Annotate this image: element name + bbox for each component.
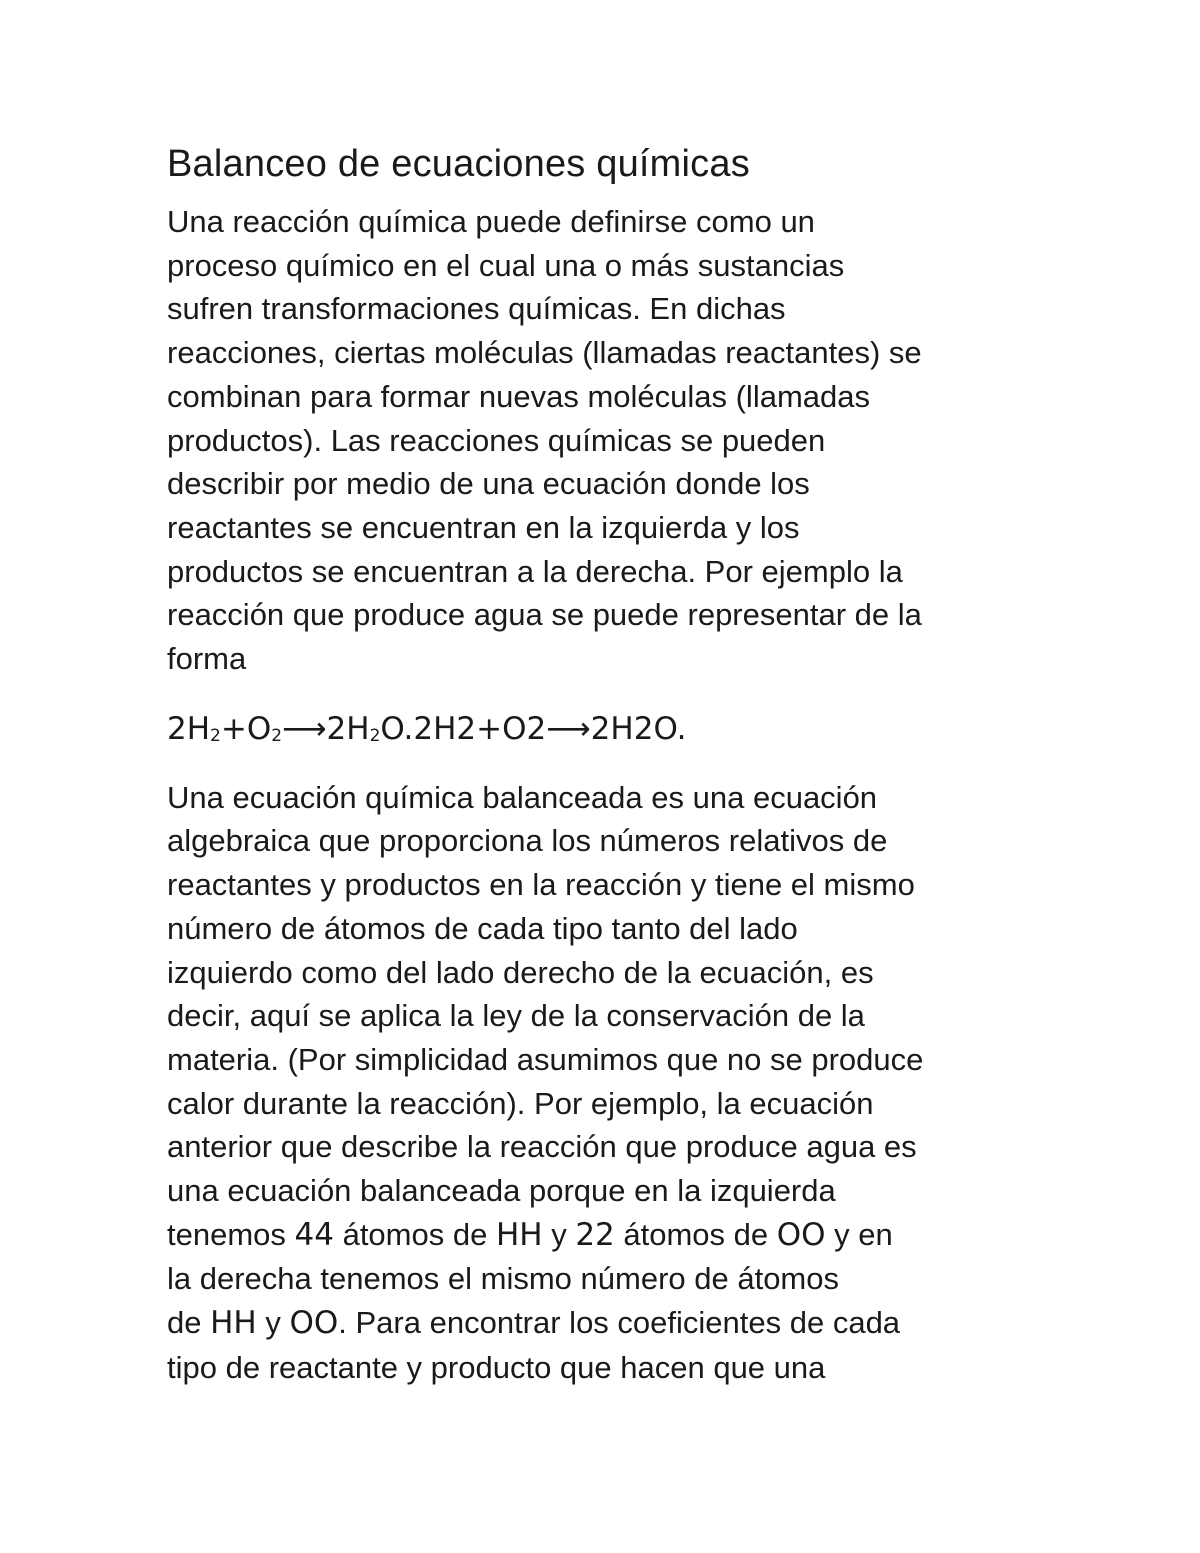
equation-part: O.2H2+O2⟶2H2O.	[380, 710, 687, 747]
text-line: reactantes se encuentran en la izquierda y los	[167, 509, 800, 545]
text-line: decir, aquí se aplica la ley de la conservación de la	[167, 998, 865, 1034]
chemical-equation	[167, 707, 1047, 758]
text-line: reacciones, ciertas moléculas (llamadas reactantes) se	[167, 335, 922, 371]
text-line: una ecuación balanceada porque en la izquierda	[167, 1173, 836, 1209]
text-line: anterior que describe la reacción que produce agua es	[167, 1129, 917, 1165]
math-value: HH	[495, 1216, 543, 1253]
text-segment: y	[256, 1305, 290, 1341]
text-line: forma	[167, 641, 247, 677]
text-line: materia. (Por simplicidad asumimos que no se produce	[167, 1041, 924, 1077]
math-value: HH	[210, 1305, 257, 1342]
text-line: productos se encuentran a la derecha. Por ejemplo la	[167, 553, 903, 589]
text-segment: átomos de	[614, 1216, 777, 1252]
math-value: OO	[289, 1305, 339, 1342]
text-line: describir por medio de una ecuación donde los	[167, 466, 810, 502]
text-line: tipo de reactante y producto que hacen que una	[167, 1349, 826, 1385]
math-value: OO	[776, 1216, 826, 1253]
text-line	[167, 1301, 1047, 1346]
text-line: algebraica que proporciona los números relativos de	[167, 823, 888, 859]
text-line: Una ecuación química balanceada es una ecuación	[167, 779, 878, 815]
text-segment: átomos de	[333, 1216, 496, 1252]
math-value: 44	[294, 1216, 334, 1253]
document-title: Balanceo de ecuaciones químicas	[167, 143, 750, 185]
document-content	[167, 140, 1047, 1390]
text-line: calor durante la reacción). Por ejemplo, la ecuación	[167, 1085, 874, 1121]
text-line: izquierdo como del lado derecho de la ecuación, es	[167, 954, 874, 990]
text-line	[167, 1213, 1047, 1258]
math-value: 22	[575, 1216, 615, 1253]
equation-subscript: 2	[369, 725, 381, 746]
equation-subscript: 2	[210, 725, 221, 746]
paragraph-balanced-equation	[167, 776, 1047, 1390]
text-line: sufren transformaciones químicas. En dichas	[167, 291, 786, 327]
text-line: productos). Las reacciones químicas se pueden	[167, 422, 826, 458]
text-segment: y	[542, 1216, 576, 1252]
text-line: Una reacción química puede definirse como un	[167, 204, 815, 239]
equation-subscript: 2	[271, 725, 283, 746]
text-line: número de átomos de cada tipo tanto del lado	[167, 910, 798, 946]
text-segment: de	[167, 1305, 211, 1341]
text-line: reactantes y productos en la reacción y tiene el mismo	[167, 867, 915, 903]
paragraph-reaction-definition	[167, 200, 1047, 681]
text-segment: . Para encontrar los coeficientes de cada	[338, 1305, 901, 1341]
equation-part: 2H	[167, 710, 211, 747]
text-segment: y en	[825, 1216, 893, 1252]
text-line: combinan para formar nuevas moléculas (llamadas	[167, 378, 870, 414]
text-line: la derecha tenemos el mismo número de átomos	[167, 1261, 839, 1297]
text-segment: tenemos	[167, 1216, 295, 1252]
equation-part: ⟶2H	[282, 710, 370, 747]
equation-part: +O	[220, 710, 272, 747]
text-line: proceso químico en el cual una o más sustancias	[167, 247, 845, 283]
text-line: reacción que produce agua se puede representar de la	[167, 597, 922, 633]
